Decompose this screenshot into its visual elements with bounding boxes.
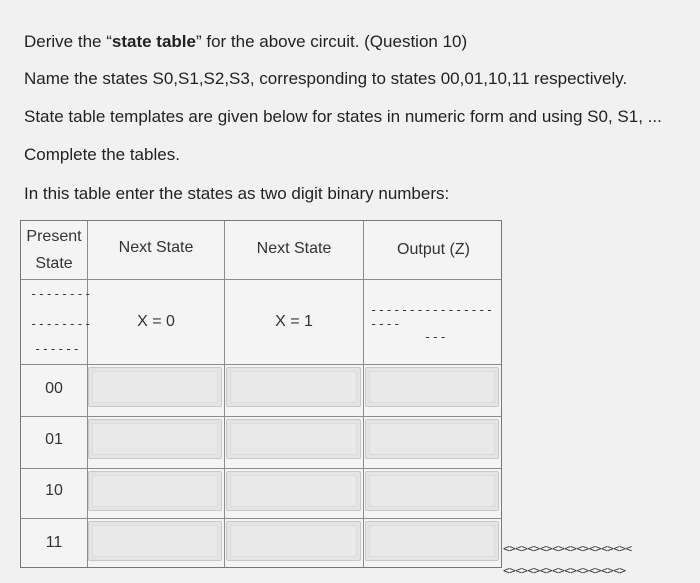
header-present-state-line2: State	[35, 255, 73, 272]
present-state-cell: 11	[45, 534, 63, 551]
present-state-cell: 01	[45, 431, 63, 448]
subheader-x0: X = 0	[137, 313, 175, 330]
header-output: Output (Z)	[397, 241, 470, 258]
header-next-state-x1: Next State	[256, 240, 332, 257]
subheader-dash-3: ------	[34, 342, 81, 356]
question-line-1-post: ” for the above circuit. (Question 10)	[195, 32, 468, 51]
side-marks-line-2: <><><><><><><><><><>	[503, 564, 626, 577]
question-line-1	[24, 32, 467, 52]
question-line-3: State table templates are given below for states in numeric form and using S0, S1, ...	[24, 107, 662, 126]
table-divider	[224, 221, 225, 567]
output-input-10[interactable]	[365, 471, 499, 511]
table-divider	[21, 468, 501, 469]
next-state-x0-input-01[interactable]	[88, 419, 222, 459]
table-divider	[21, 518, 501, 519]
next-state-x0-input-10[interactable]	[88, 471, 222, 511]
present-state-cell: 10	[45, 482, 63, 499]
next-state-x1-input-11[interactable]	[226, 521, 361, 561]
question-line-2: Name the states S0,S1,S2,S3, corresponding to states 00,01,10,11 respectively.	[24, 69, 628, 88]
subheader-output-dash-long: --------------------	[370, 303, 494, 331]
table-divider	[21, 279, 501, 280]
question-line-4: Complete the tables.	[24, 145, 180, 164]
present-state-cell: 00	[45, 380, 63, 397]
output-input-01[interactable]	[365, 419, 499, 459]
subheader-x1: X = 1	[275, 313, 313, 330]
table-divider	[363, 221, 364, 567]
header-present-state-line1: Present	[26, 228, 82, 245]
question-line-5: In this table enter the states as two digit binary numbers:	[24, 184, 450, 203]
table-divider	[21, 364, 501, 365]
subheader-dash-2: --------	[30, 317, 92, 331]
question-line-1-pre: Derive the “	[24, 32, 112, 51]
next-state-x1-input-00[interactable]	[226, 367, 361, 407]
table-divider	[21, 416, 501, 417]
side-marks-line-1: <><><><><><><><><><><	[503, 542, 632, 555]
next-state-x0-input-11[interactable]	[88, 521, 222, 561]
next-state-x0-input-00[interactable]	[88, 367, 222, 407]
subheader-output-dash-short: ---	[424, 330, 448, 344]
subheader-dash-1: --------	[30, 287, 92, 301]
next-state-x1-input-10[interactable]	[226, 471, 361, 511]
header-present-state	[21, 223, 87, 277]
output-input-11[interactable]	[365, 521, 499, 561]
header-next-state-x0: Next State	[118, 239, 194, 256]
output-input-00[interactable]	[365, 367, 499, 407]
state-table	[20, 220, 502, 568]
next-state-x1-input-01[interactable]	[226, 419, 361, 459]
question-line-1-bold: state table	[111, 32, 196, 51]
